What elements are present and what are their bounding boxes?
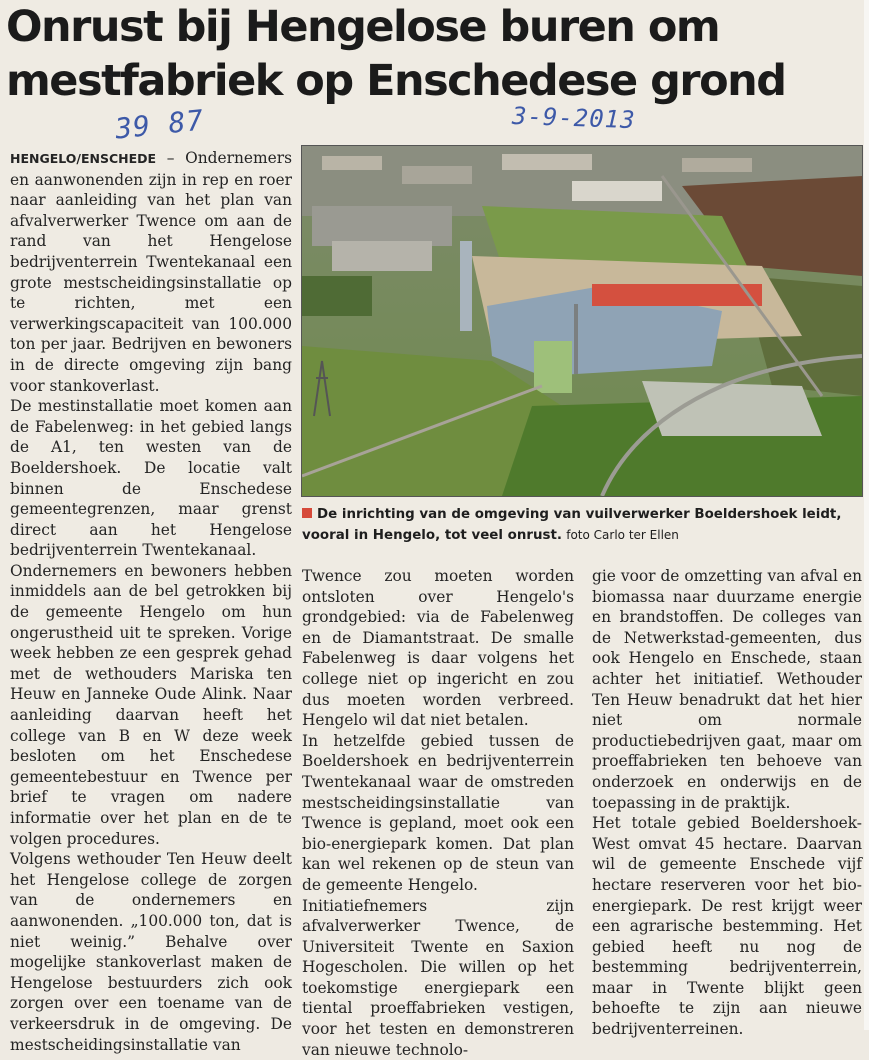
paragraph: Initiatiefnemers zijn afvalverwerker Twence, de Universiteit Twente en Saxion Hogescholen. Die willen op het toekomstige energiepark een tiental proeffabrieken vestigen, voor het testen en demonstreren van nieuwe technolo- [302,896,574,1060]
headline: Onrust bij Hengelose buren om mestfabriek op Enschedese grond [6,0,866,108]
paragraph: In hetzelfde gebied tussen de Boeldershoek en bedrijventerrein Twentekanaal waar de omstreden mestscheidingsinstallatie van Twence is gepland, moet ook een bio-energiepark komen. Dat plan kan wel rekenen op de steun van de gemeente Hengelo. [302,731,574,896]
paragraph: gie voor de omzetting van afval en biomassa naar duurzame energie en brandstoffen. De colleges van de Netwerkstad-gemeenten, dus ook Hengelo en Enschede, staan achter het initiatief. Wethouder Ten Heuw benadrukt dat het hier niet om normale productiebedrijven gaat, maar om proeffabrieken ten behoeve van onderzoek en onderwijs en de toepassing in de praktijk. [592,566,862,813]
photo-caption [302,505,862,546]
aerial-photo [301,145,863,497]
aerial-photo-illustration [302,146,862,496]
photo-credit: foto Carlo ter Ellen [566,528,679,542]
paragraph: Ondernemers en bewoners hebben inmiddels aan de bel getrokken bij de gemeente Hengelo om hun ongerustheid uit te spreken. Vorige week hebben ze een gesprek gehad met de wethouders Mariska ten Heuw en Janneke Oude Alink. Naar aanleiding daarvan heeft het college van B en W deze week besloten om het Enschedese gemeentebestuur en Twence per brief te vragen om nadere informatie over het plan en de te volgen procedures. [10,561,292,849]
paragraph [10,148,292,396]
scan-edge [864,0,869,1030]
paragraph: Het totale gebied Boeldershoek-West omvat 45 hectare. Daarvan wil de gemeente Enschede vijf hectare reserveren voor het bio-energiepark. De rest krijgt weer een agrarische bestemming. Het gebied heeft nu nog de bestemming bedrijventerrein, maar in Twente blijkt geen behoefte te zijn aan nieuwe bedrijventerreinen. [592,813,862,1040]
paragraph: Twence zou moeten worden ontsloten over Hengelo's grondgebied: via de Fabelenweg en de Diamantstraat. De smalle Fabelenweg is daar volgens het college niet op ingericht en zou dus moeten worden verbreed. Hengelo wil dat niet betalen. [302,566,574,731]
handwritten-archive-number: 39 87 [114,103,206,145]
paragraph: De mestinstallatie moet komen aan de Fabelenweg: in het gebied langs de A1, ten westen van de Boeldershoek. De locatie valt binnen de Enschedese gemeentegrenzen, maar grenst direct aan het Hengelose bedrijventerrein Twentekanaal. [10,396,292,561]
article-column-2 [302,566,574,1060]
article-column-1 [10,148,292,1055]
handwritten-date: 3-9-2013 [512,102,636,134]
paragraph-text: Ondernemers en aanwonenden zijn in rep en roer naar aanleiding van het plan van afvalverwerker Twence om aan de rand van het Hengelose bedrijventerrein Twentekanaal een grote mestscheidingsinstallatie op te richten, met een verwerkingscapaciteit van 100.000 ton per jaar. Bedrijven en bewoners in de directe omgeving zijn bang voor stankoverlast. [10,149,292,395]
caption-lead: De inrichting van de omgeving van vuilverwerker Boeldershoek leidt, vooral in Hengelo, tot veel onrust. [302,507,841,543]
paragraph: Volgens wethouder Ten Heuw deelt het Hengelose college de zorgen van de ondernemers en aanwonenden. „100.000 ton, dat is niet weinig.” Behalve over mogelijke stankoverlast maken de Hengelose bestuurders zich ook zorgen over een toename van de verkeersdruk in de omgeving. De mestscheidingsinstallatie van [10,849,292,1055]
dateline-dash: – [167,149,175,167]
article-column-3 [592,566,862,1040]
caption-marker-icon [302,508,312,518]
dateline: HENGELO/ENSCHEDE [10,151,156,166]
